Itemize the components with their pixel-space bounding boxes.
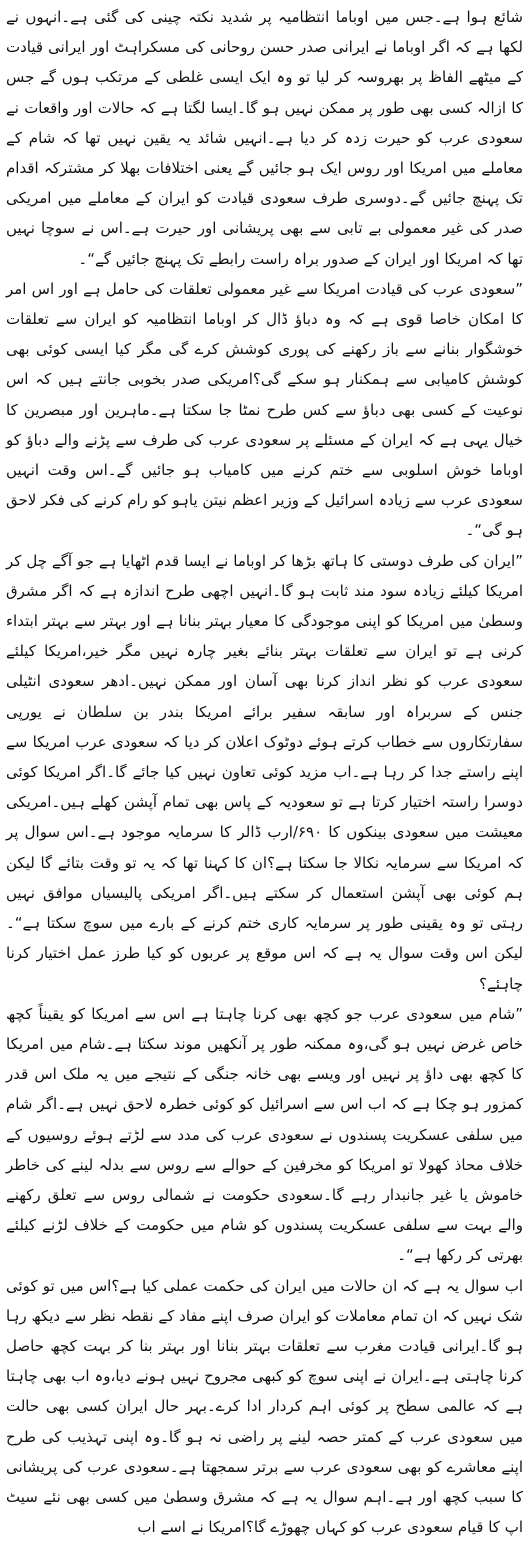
article-paragraph-4: ”شام میں سعودی عرب جو کچھ بھی کرنا چاہتا ہے اس سے امریکا کو یقیناً کچھ خاص غرض نہیں ہو گی،وہ ممکنہ طور پر آنکھیں موند سکتا ہے۔شام میں امریکا کا کچھ بھی داؤ پر نہیں اور ویسے بھی خانہ جنگی کے نتیجے میں یہ ملک اس قدر کمزور ہو چکا ہے کہ اب اس سے اسرائیل کو کوئی خطرہ لاحق نہیں ہے۔اگر شام میں سلفی عسکریت پسندوں نے سعودی عرب کی مدد سے لڑتے ہوئے روسیوں کے خلاف محاذ کھولا تو امریکا کو مخرفین کے حوالے سے روس سے بدلہ لینے کی خاطر خاموش یا غیر جانبدار رہے گا۔سعودی حکومت نے شمالی روس سے تعلق رکھنے والے بہت سے سلفی عسکریت پسندوں کو شام میں حکومت کے خلاف لڑنے کیلئے بھرتی کر رکھا ہے“۔ [6,1004,523,1265]
article-paragraph-3: ”ایران کی طرف دوستی کا ہاتھ بڑھا کر اوباما نے ایسا قدم اٹھایا ہے جو آگے چل کر امریکا کیلئے زیادہ سود مند ثابت ہو گا۔انہیں اچھی طرح اندازہ ہے کہ اگر مشرق وسطیٰ میں امریکا کو اپنی موجودگی کا معیار بہتر بنانا ہے اور بہتر سے بہتر ابتداء کرنی ہے تو ایران سے تعلقات بہتر بنائے بغیر چارہ نہیں مگر خیر،امریکا کیلئے سعودی عرب کو نظر انداز کرنا بھی آسان اور ممکن نہیں۔ادھر سعودی انٹیلی جنس کے سربراہ اور سابقہ سفیر برائے امریکا بندر بن سلطان نے یورپی سفارتکاروں سے خطاب کرتے ہوئے دوٹوک اعلان کر دیا کہ سعودی عرب امریکا سے اپنے راستے جدا کر رہا ہے۔اب مزید کوئی تعاون نہیں کیا جائے گا۔اگر امریکا کوئی دوسرا راستہ اختیار کرتا ہے تو سعودیہ کے پاس بھی تمام آپشن کھلے ہیں۔امریکی معیشت میں سعودی بینکوں کا ۶۹۰/ارب ڈالر کا سرمایہ موجود ہے۔اس سوال پر کہ امریکا سے سرمایہ نکالا جا سکتا ہے؟ان کا کہنا تھا کہ یہ تو وقت بتائے گا لیکن ہم کوئی بھی آپشن استعمال کر سکتے ہیں۔اگر امریکی پالیسیاں موافق نہیں رہتی تو وہ یقینی طور پر سرمایہ کاری ختم کرنے کے بارے میں سوچ سکتا ہے“۔لیکن اس وقت سوال یہ ہے کہ اس موقع پر عربوں کو کیا طرز عمل اختیار کرنا چاہئے؟ [6,551,523,993]
article-paragraph-1: شائع ہوا ہے۔جس میں اوباما انتظامیہ پر شدید نکتہ چینی کی گئی ہے۔انہوں نے لکھا ہے کہ اگر اوباما نے ایرانی صدر حسن روحانی کی مسکراہٹ اور ایرانی قیادت کے میٹھے الفاظ پر بھروسہ کر لیا تو وہ ایک ایسی غلطی کے مرتکب ہوں گے جس کا ازالہ کسی بھی طور پر ممکن نہیں ہو گا۔ایسا لگتا ہے کہ حالات اور واقعات نے سعودی عرب کو حیرت زدہ کر دیا ہے۔انہیں شائد یہ یقین نہیں تھا کہ شام کے معاملے میں امریکا اور روس ایک ہو جائیں گے یعنی اختلافات بھلا کر مشترکہ اقدام تک پہنچ جائیں گے۔دوسری طرف سعودی قیادت کو ایران کے معاملے میں امریکی صدر کی غیر معمولی بے تابی سے بھی پریشانی اور حیرت ہے۔اس نے سوچا نہیں تھا کہ امریکا اور ایران کے صدور براہ راست رابطے تک پہنچ جائیں گے“۔ [6,8,523,268]
article-paragraph-5: اب سوال یہ ہے کہ ان حالات میں ایران کی حکمت عملی کیا ہے؟اس میں تو کوئی شک نہیں کہ ان تمام معاملات کو ایران صرف اپنے مفاد کے نقطہ نظر سے دیکھ رہا ہو گا۔ایرانی قیادت مغرب سے تعلقات بہتر بنانا اور بہتر بنا کر بہت کچھ حاصل کرنا چاہتی ہے۔ایران نے اپنی سوچ کو کبھی مجروح نہیں ہونے دیا،وہ اب بھی چاہتا ہے کہ عالمی سطح پر کوئی اہم کردار ادا کرے۔بہر حال ایران کسی بھی حالت میں سعودی عرب کے کمتر حصہ لینے پر راضی نہ ہو گا۔وہ اپنی تہذیب کی طرح اپنے معاشرے کو بھی سعودی عرب سے برتر سمجھتا ہے۔سعودی عرب کی پریشانی کا سبب کچھ اور ہے۔اہم سوال یہ ہے کہ مشرق وسطیٰ میں کسی بھی نئے سیٹ اپ کا قیام سعودی عرب کو کہاں چھوڑے گا؟امریکا نے اسے اب [6,1276,523,1537]
article-paragraph-2: ”سعودی عرب کی قیادت امریکا سے غیر معمولی تعلقات کی حامل ہے اور اس امر کا امکان خاصا قوی ہے کہ وہ دباؤ ڈال کر اوباما انتظامیہ کو ایران سے تعلقات خوشگوار بنانے سے باز رکھنے کی پوری کوشش کرے گی مگر کیا ایسی کوئی بھی کوشش کامیابی سے ہمکنار ہو سکے گی؟امریکی صدر بخوبی جانتے ہیں کہ اس نوعیت کے کسی بھی دباؤ سے کس طرح نمٹا جا سکتا ہے۔ماہرین اور مبصرین کا خیال یہی ہے کہ ایران کے مسئلے پر سعودی عرب کی طرف سے پڑنے والے دباؤ کو اوباما خوش اسلوبی سے ختم کرنے میں کامیاب ہو جائیں گے۔اس وقت انہیں سعودی عرب سے زیادہ اسرائیل کے وزیر اعظم نیتن یاہو کو رام کرنے کی فکر لاحق ہو گی“۔ [6,279,523,540]
